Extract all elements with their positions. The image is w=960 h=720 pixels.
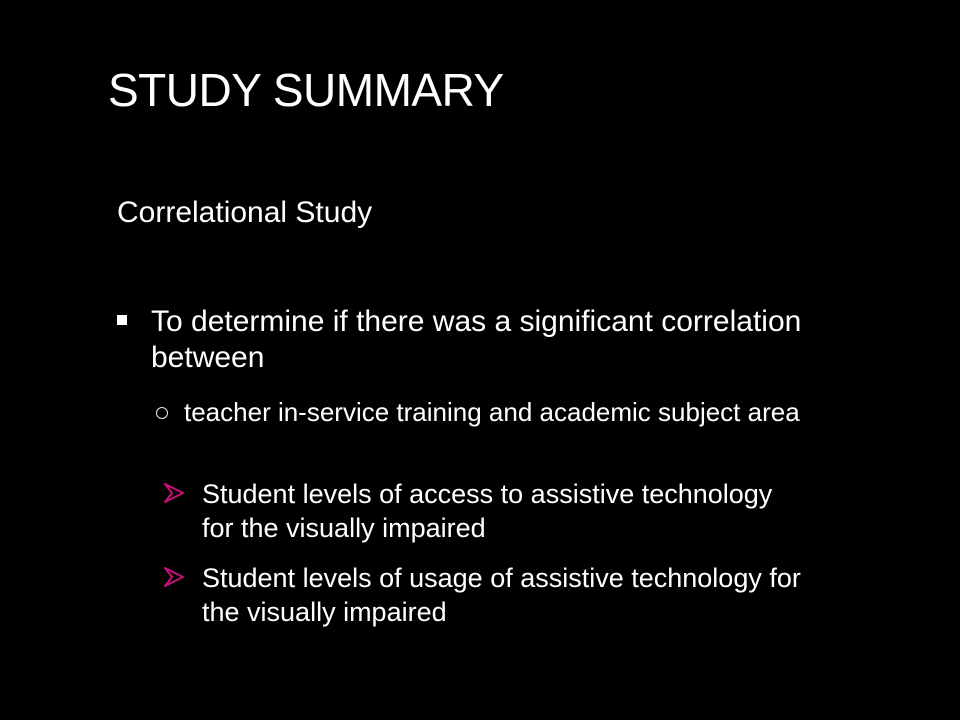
slide-subtitle: Correlational Study bbox=[117, 196, 373, 229]
bullet-text: Student levels of access to assistive technology for the visually impaired bbox=[202, 479, 773, 543]
bullet-text: teacher in-service training and academic subject area bbox=[184, 397, 800, 427]
arrowhead-bullet-icon bbox=[163, 482, 185, 504]
square-bullet-icon bbox=[117, 315, 127, 325]
bullet-text: To determine if there was a significant correlation between bbox=[151, 305, 802, 374]
bullet-text: Student levels of usage of assistive technology for the visually impaired bbox=[202, 563, 801, 627]
arrowhead-bullet-icon bbox=[163, 566, 185, 588]
hollow-circle-bullet-icon bbox=[156, 407, 168, 419]
slide-title: STUDY SUMMARY bbox=[108, 64, 504, 116]
